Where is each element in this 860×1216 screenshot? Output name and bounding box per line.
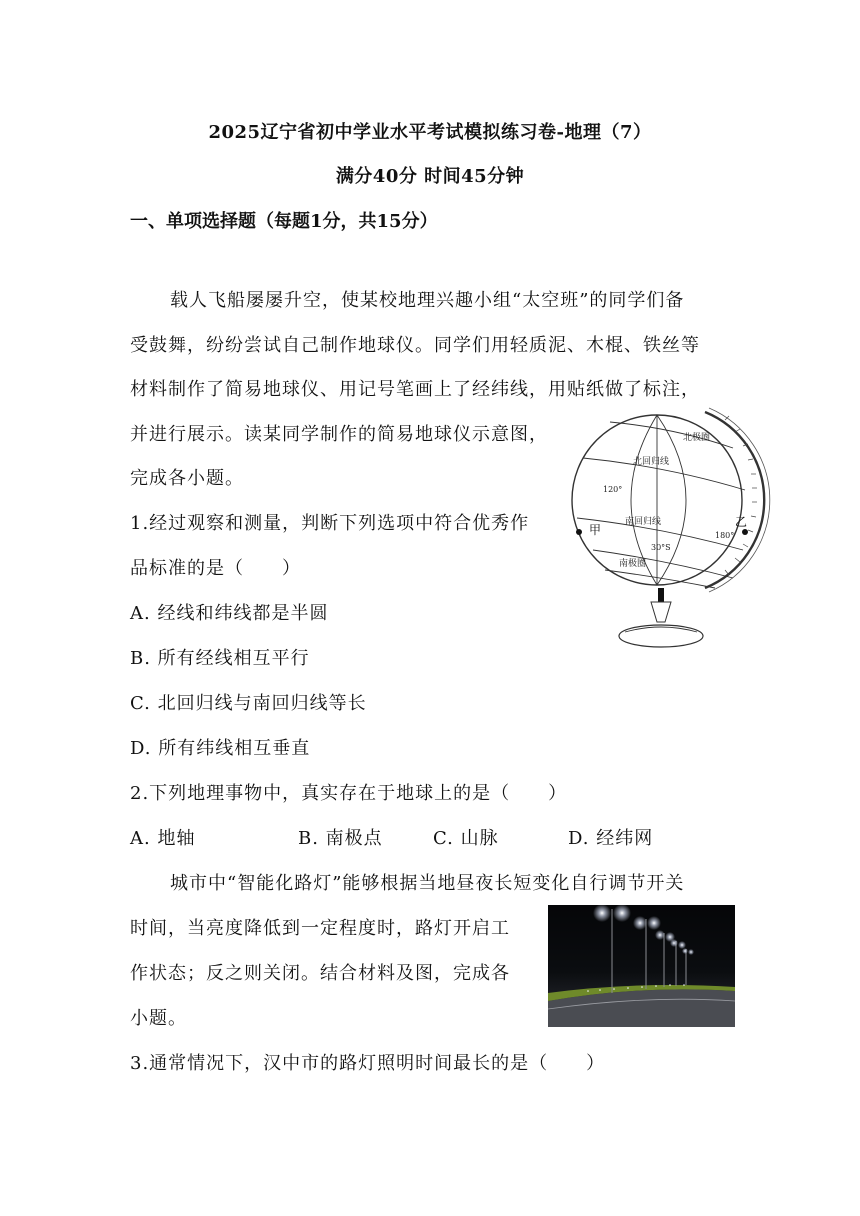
passage1-line-3: 材料制作了简易地球仪、用记号笔画上了经纬线，用贴纸做了标注， <box>130 379 700 400</box>
q2-option-c[interactable]: C. 山脉 <box>433 828 499 849</box>
lamp-lights <box>593 905 694 955</box>
q3-stem: 3.通常情况下，汉中市的路灯照明时间最长的是（ ） <box>130 1053 606 1074</box>
passage2-line-3: 作状态；反之则关闭。结合材料及图，完成各 <box>130 963 510 984</box>
passage2-line-1: 城市中“智能化路灯”能够根据当地昼夜长短变化自行调节开关 <box>170 873 685 894</box>
label-point-yi: 乙 <box>735 515 748 529</box>
q2-option-a[interactable]: A. 地轴 <box>130 828 196 849</box>
passage1-line-2: 受鼓舞，纷纷尝试自己制作地球仪。同学们用轻质泥、木棍、铁丝等 <box>130 335 700 356</box>
label-point-jia: 甲 <box>589 523 602 537</box>
q1-option-c[interactable]: C. 北回归线与南回归线等长 <box>130 693 367 714</box>
page-title: 2025辽宁省初中学业水平考试模拟练习卷-地理（7） <box>208 122 652 143</box>
q1-option-a[interactable]: A. 经线和纬线都是半圆 <box>130 603 329 624</box>
globe-diagram <box>565 400 775 652</box>
section-heading: 一、单项选择题（每题1分，共15分） <box>130 211 438 232</box>
point-jia-marker <box>576 529 582 535</box>
label-lon180: 180° <box>715 531 735 540</box>
label-lon120: 120° <box>603 485 623 494</box>
passage1-line-1: 载人飞船屡屡升空，使某校地理兴趣小组“太空班”的同学们备 <box>170 290 685 311</box>
globe-axis-mount <box>658 588 664 602</box>
q2-option-b[interactable]: B. 南极点 <box>298 828 383 849</box>
passage1-line-5: 完成各小题。 <box>130 468 244 489</box>
label-tropic-cancer: 北回归线 <box>633 457 670 467</box>
q1-stem-line-1: 1.经过观察和测量，判断下列选项中符合优秀作 <box>130 513 530 534</box>
passage2-line-2: 时间，当亮度降低到一定程度时，路灯开启工 <box>130 918 510 939</box>
label-antarctic: 南极圈 <box>619 559 647 569</box>
q2-option-d[interactable]: D. 经纬网 <box>568 828 654 849</box>
point-yi-marker <box>742 529 748 535</box>
globe-stand-base <box>619 625 703 647</box>
page-subtitle: 满分40分 时间45分钟 <box>335 166 525 187</box>
passage1-line-4: 并进行展示。读某同学制作的简易地球仪示意图， <box>130 424 548 445</box>
q1-stem-line-2: 品标准的是（ ） <box>130 558 301 579</box>
label-tropic-capricorn: 南回归线 <box>625 517 662 527</box>
label-arctic: 北极圈 <box>683 433 711 443</box>
passage2-line-4: 小题。 <box>130 1008 187 1029</box>
globe-stand-neck <box>651 602 671 622</box>
q2-stem: 2.下列地理事物中，真实存在于地球上的是（ ） <box>130 783 568 804</box>
q1-option-b[interactable]: B. 所有经线相互平行 <box>130 648 310 669</box>
streetlight-photo <box>548 905 735 1027</box>
streetlight-scene <box>548 905 735 1027</box>
q1-option-d[interactable]: D. 所有纬线相互垂直 <box>130 738 311 759</box>
label-lat30s: 30°S <box>651 543 671 552</box>
